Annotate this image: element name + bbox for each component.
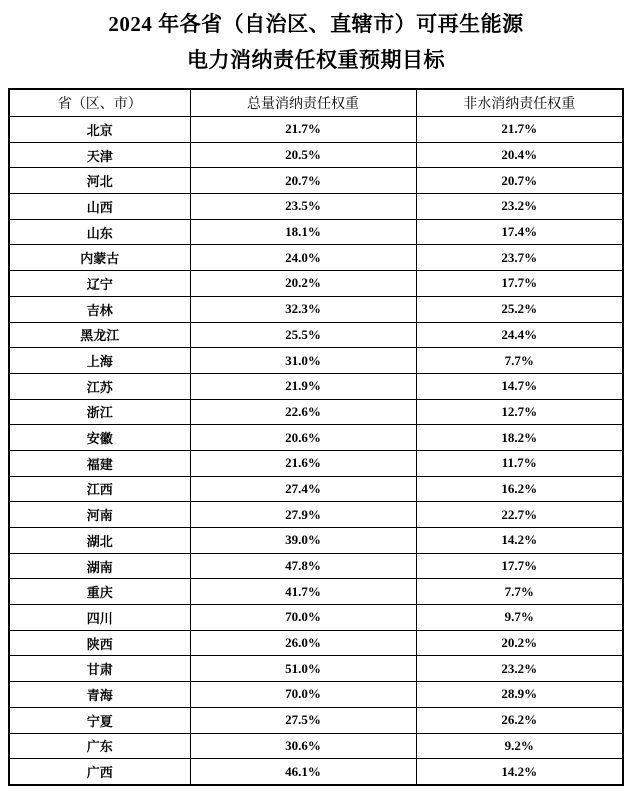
cell-province: 湖北 <box>9 528 190 554</box>
cell-province: 青海 <box>9 682 190 708</box>
cell-nonhydro-weight: 9.2% <box>416 733 623 759</box>
table-row <box>9 502 623 528</box>
cell-total-weight: 20.6% <box>190 425 416 451</box>
cell-province: 甘肃 <box>9 656 190 682</box>
table-row <box>9 117 623 143</box>
cell-nonhydro-weight: 11.7% <box>416 450 623 476</box>
table-row <box>9 399 623 425</box>
cell-nonhydro-weight: 12.7% <box>416 399 623 425</box>
header-cell-nonhydro-weight: 非水消纳责任权重 <box>416 89 623 117</box>
weights-table <box>8 88 624 786</box>
cell-province: 江西 <box>9 476 190 502</box>
cell-province: 天津 <box>9 142 190 168</box>
cell-province: 江苏 <box>9 373 190 399</box>
cell-nonhydro-weight: 20.4% <box>416 142 623 168</box>
table-row <box>9 219 623 245</box>
cell-total-weight: 32.3% <box>190 296 416 322</box>
cell-province: 北京 <box>9 117 190 143</box>
cell-province: 黑龙江 <box>9 322 190 348</box>
cell-nonhydro-weight: 14.2% <box>416 759 623 785</box>
cell-total-weight: 24.0% <box>190 245 416 271</box>
cell-province: 内蒙古 <box>9 245 190 271</box>
cell-nonhydro-weight: 20.2% <box>416 630 623 656</box>
cell-total-weight: 20.2% <box>190 271 416 297</box>
cell-nonhydro-weight: 25.2% <box>416 296 623 322</box>
table-row <box>9 168 623 194</box>
header-cell-province: 省（区、市） <box>9 89 190 117</box>
cell-total-weight: 46.1% <box>190 759 416 785</box>
cell-total-weight: 27.5% <box>190 707 416 733</box>
cell-total-weight: 21.6% <box>190 450 416 476</box>
cell-total-weight: 27.9% <box>190 502 416 528</box>
table-row <box>9 194 623 220</box>
cell-total-weight: 70.0% <box>190 605 416 631</box>
table-row <box>9 425 623 451</box>
cell-total-weight: 25.5% <box>190 322 416 348</box>
header-cell-total-weight: 总量消纳责任权重 <box>190 89 416 117</box>
cell-province: 广西 <box>9 759 190 785</box>
table-header-row <box>9 89 623 117</box>
table-row <box>9 528 623 554</box>
table-body <box>9 117 623 785</box>
cell-nonhydro-weight: 18.2% <box>416 425 623 451</box>
cell-total-weight: 70.0% <box>190 682 416 708</box>
cell-nonhydro-weight: 17.4% <box>416 219 623 245</box>
cell-total-weight: 27.4% <box>190 476 416 502</box>
cell-total-weight: 26.0% <box>190 630 416 656</box>
table-row <box>9 322 623 348</box>
cell-province: 山东 <box>9 219 190 245</box>
table-row <box>9 733 623 759</box>
cell-nonhydro-weight: 9.7% <box>416 605 623 631</box>
cell-nonhydro-weight: 14.7% <box>416 373 623 399</box>
cell-province: 湖南 <box>9 553 190 579</box>
cell-province: 四川 <box>9 605 190 631</box>
cell-nonhydro-weight: 14.2% <box>416 528 623 554</box>
cell-total-weight: 47.8% <box>190 553 416 579</box>
cell-province: 河北 <box>9 168 190 194</box>
table-row <box>9 707 623 733</box>
cell-total-weight: 41.7% <box>190 579 416 605</box>
cell-total-weight: 20.5% <box>190 142 416 168</box>
cell-nonhydro-weight: 21.7% <box>416 117 623 143</box>
table-row <box>9 348 623 374</box>
cell-total-weight: 51.0% <box>190 656 416 682</box>
cell-nonhydro-weight: 26.2% <box>416 707 623 733</box>
table-row <box>9 656 623 682</box>
cell-province: 宁夏 <box>9 707 190 733</box>
cell-nonhydro-weight: 22.7% <box>416 502 623 528</box>
table-row <box>9 759 623 785</box>
cell-province: 重庆 <box>9 579 190 605</box>
cell-total-weight: 21.7% <box>190 117 416 143</box>
table-row <box>9 579 623 605</box>
table-row <box>9 296 623 322</box>
cell-nonhydro-weight: 23.2% <box>416 656 623 682</box>
page-title-line2: 电力消纳责任权重预期目标 <box>187 48 445 72</box>
cell-nonhydro-weight: 23.7% <box>416 245 623 271</box>
table-row <box>9 271 623 297</box>
cell-total-weight: 23.5% <box>190 194 416 220</box>
cell-province: 吉林 <box>9 296 190 322</box>
page-title <box>0 6 632 78</box>
cell-province: 浙江 <box>9 399 190 425</box>
cell-total-weight: 39.0% <box>190 528 416 554</box>
table-row <box>9 245 623 271</box>
cell-nonhydro-weight: 17.7% <box>416 271 623 297</box>
cell-total-weight: 30.6% <box>190 733 416 759</box>
cell-nonhydro-weight: 28.9% <box>416 682 623 708</box>
cell-nonhydro-weight: 16.2% <box>416 476 623 502</box>
cell-nonhydro-weight: 17.7% <box>416 553 623 579</box>
cell-province: 广东 <box>9 733 190 759</box>
cell-province: 辽宁 <box>9 271 190 297</box>
table-row <box>9 373 623 399</box>
cell-total-weight: 22.6% <box>190 399 416 425</box>
cell-nonhydro-weight: 7.7% <box>416 579 623 605</box>
cell-province: 山西 <box>9 194 190 220</box>
table-row <box>9 553 623 579</box>
table-row <box>9 630 623 656</box>
table-row <box>9 682 623 708</box>
cell-total-weight: 31.0% <box>190 348 416 374</box>
cell-nonhydro-weight: 24.4% <box>416 322 623 348</box>
cell-total-weight: 18.1% <box>190 219 416 245</box>
cell-nonhydro-weight: 23.2% <box>416 194 623 220</box>
cell-province: 安徽 <box>9 425 190 451</box>
cell-total-weight: 20.7% <box>190 168 416 194</box>
cell-nonhydro-weight: 20.7% <box>416 168 623 194</box>
cell-province: 上海 <box>9 348 190 374</box>
cell-province: 河南 <box>9 502 190 528</box>
table-row <box>9 476 623 502</box>
table-row <box>9 142 623 168</box>
table-row <box>9 605 623 631</box>
cell-total-weight: 21.9% <box>190 373 416 399</box>
page-title-line1: 2024 年各省（自治区、直辖市）可再生能源 <box>108 12 524 36</box>
table-row <box>9 450 623 476</box>
cell-nonhydro-weight: 7.7% <box>416 348 623 374</box>
cell-province: 福建 <box>9 450 190 476</box>
cell-province: 陕西 <box>9 630 190 656</box>
